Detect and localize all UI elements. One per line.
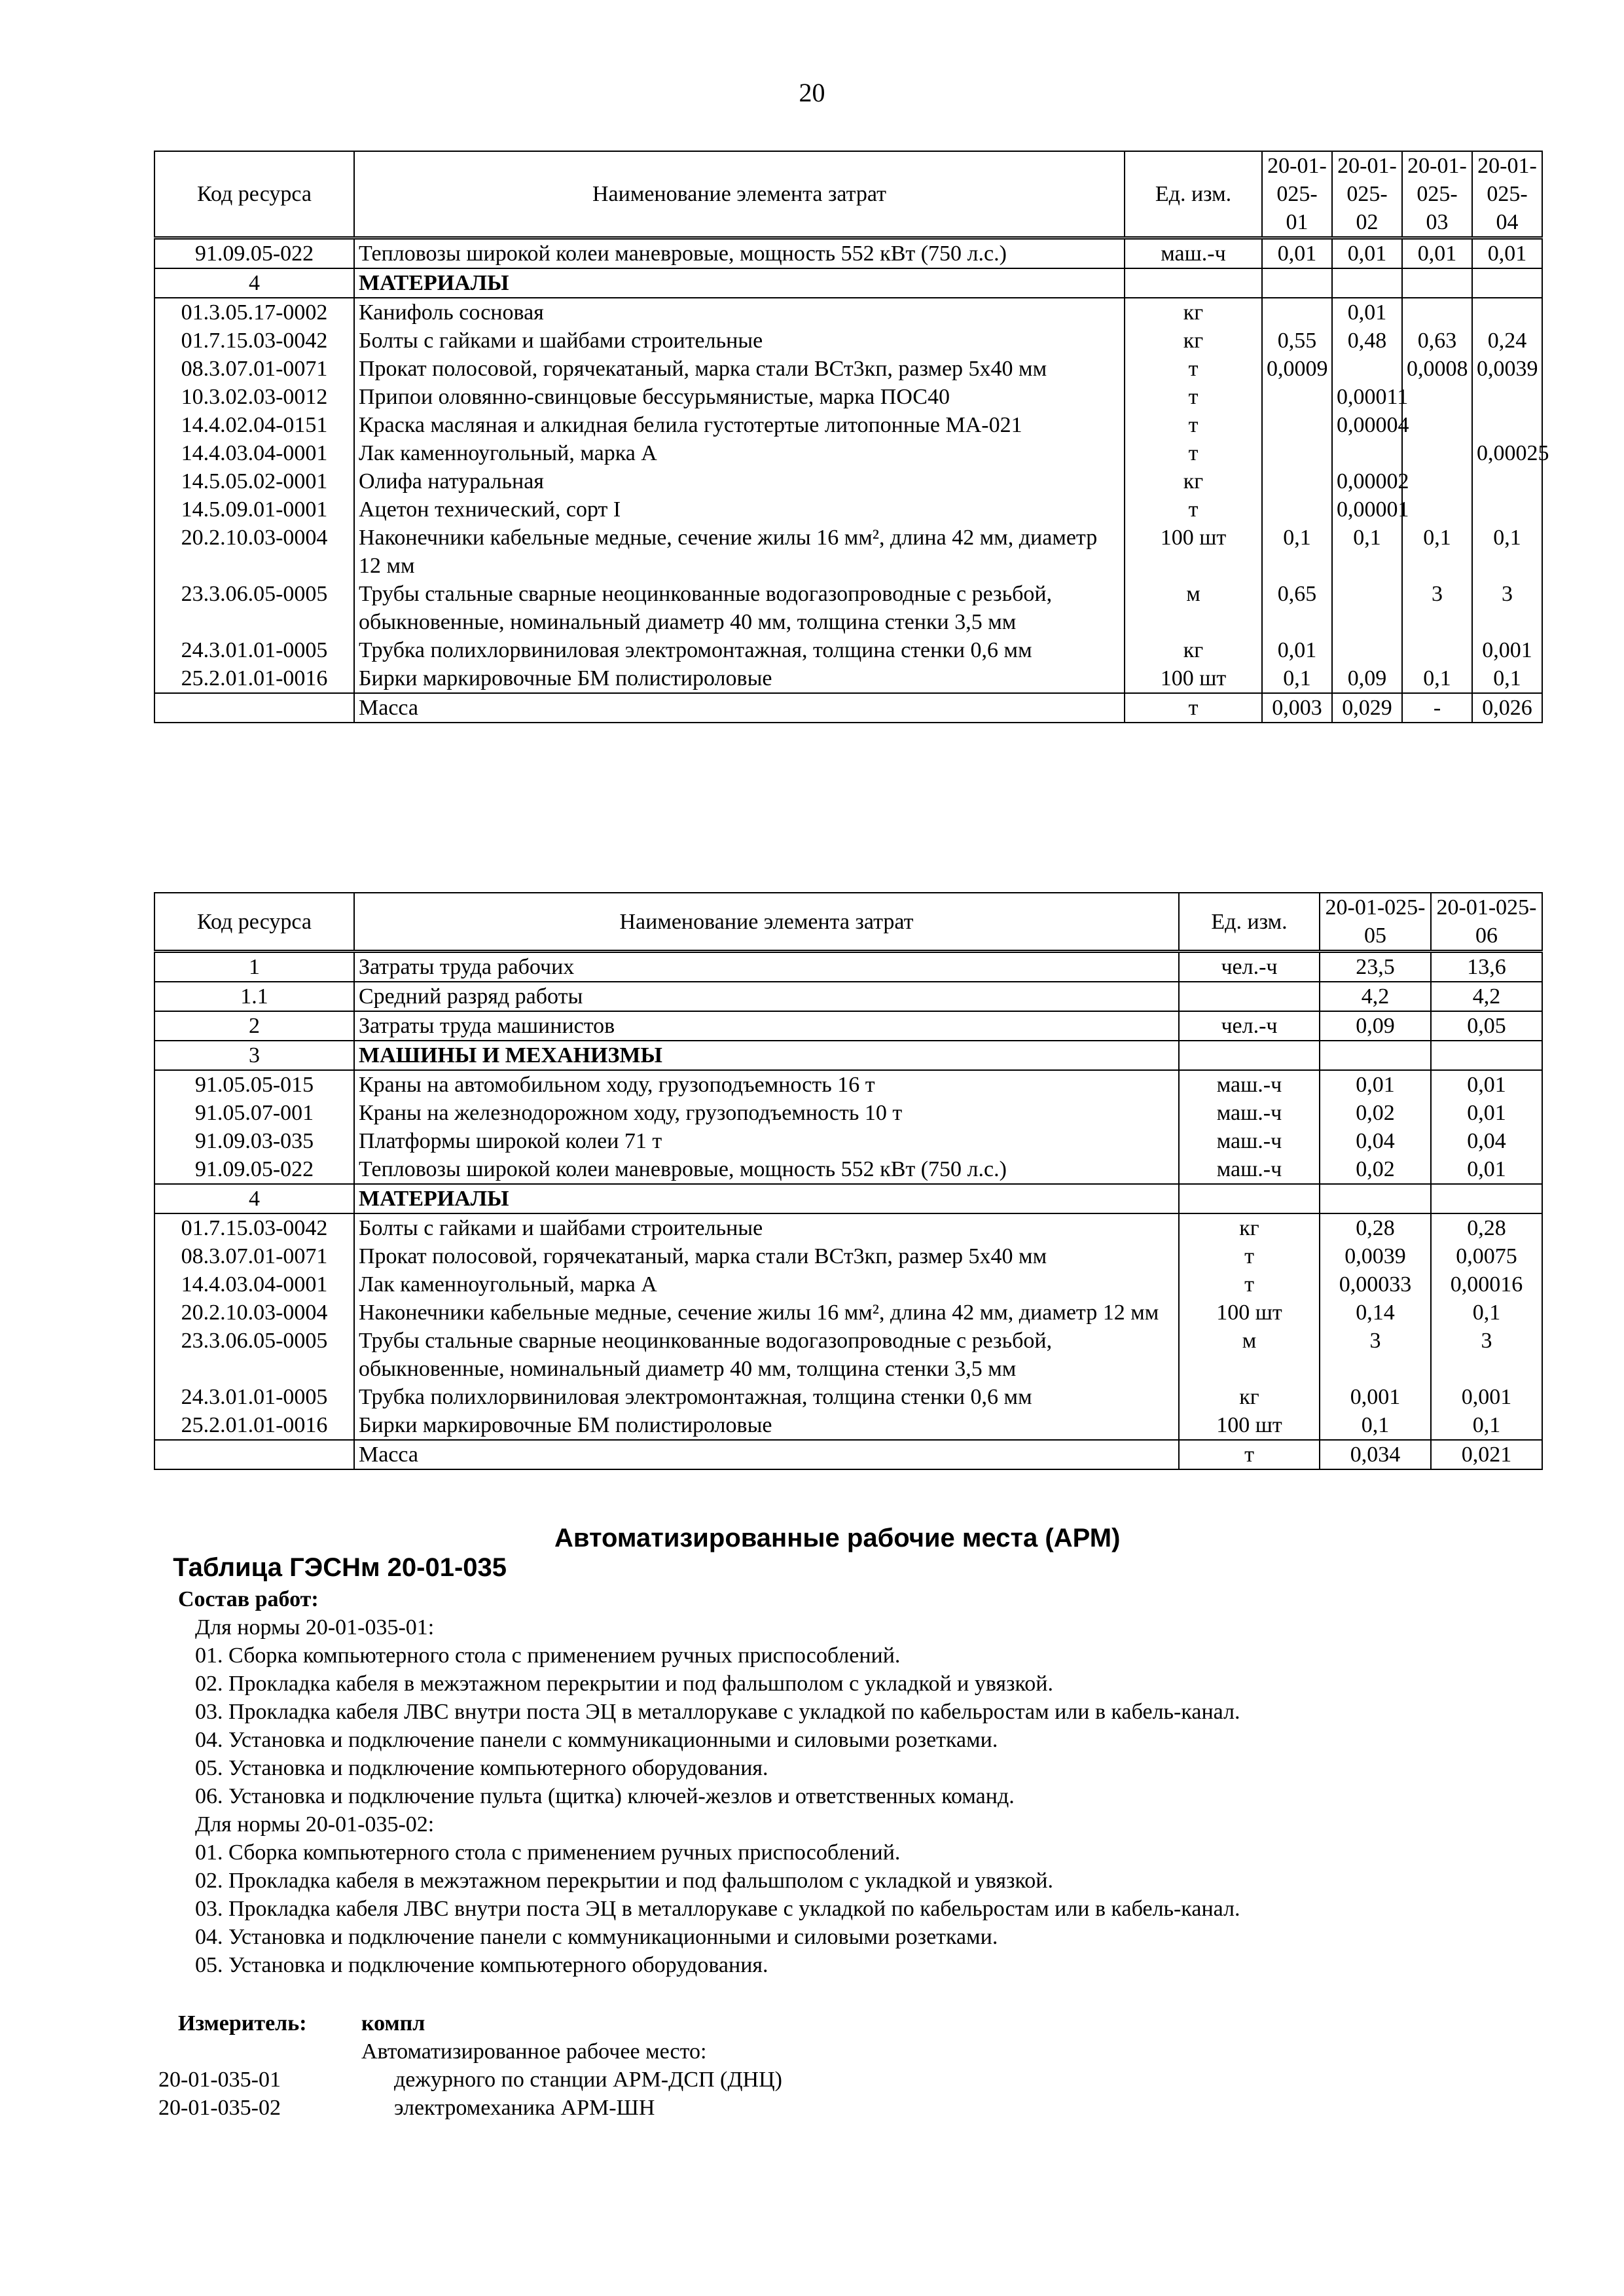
cell-name: Трубка полихлорвиниловая электромонтажная, толщина стенки 0,6 мм	[354, 1383, 1179, 1411]
cell-code: 20.2.10.03-0004	[154, 1299, 354, 1327]
cell-unit: т	[1125, 411, 1262, 439]
cell-value: 0,28	[1320, 1213, 1431, 1242]
cell-unit: кг	[1125, 636, 1262, 664]
cell-code: 01.3.05.17-0002	[154, 298, 354, 327]
table-row	[154, 664, 1542, 693]
cell-name: Припои оловянно-свинцовые бессурьмянистые, марка ПОС40	[354, 383, 1125, 411]
cell-name: МАШИНЫ И МЕХАНИЗМЫ	[354, 1041, 1179, 1070]
section-row	[154, 1041, 1542, 1070]
table-row	[154, 636, 1542, 664]
cell-value: 0,01	[1402, 238, 1472, 269]
cell-value	[1402, 411, 1472, 439]
cell-code: 91.09.05-022	[154, 1155, 354, 1184]
cell-unit	[1179, 982, 1320, 1011]
cell-value: 0,01	[1431, 1155, 1542, 1184]
cell-value: 0,00025	[1472, 439, 1542, 467]
cell-name: Бирки маркировочные БМ полистироловые	[354, 1411, 1179, 1440]
page-number: 20	[799, 78, 825, 107]
cell-value: 3	[1431, 1327, 1542, 1383]
cell-code: 91.05.07-001	[154, 1099, 354, 1127]
header-col: 20-01-025-02	[1332, 151, 1402, 238]
cell-unit	[1179, 1184, 1320, 1213]
cell-code: 14.4.02.04-0151	[154, 411, 354, 439]
cell-value	[1332, 355, 1402, 383]
cell-unit: маш.-ч	[1179, 1099, 1320, 1127]
cell-name: МАТЕРИАЛЫ	[354, 268, 1125, 298]
cell-code	[154, 693, 354, 723]
cell-value: 0,1	[1262, 524, 1332, 580]
cell-code: 14.4.03.04-0001	[154, 439, 354, 467]
cell-unit: 100 шт	[1179, 1299, 1320, 1327]
cell-value: 4,2	[1431, 982, 1542, 1011]
cell-code: 3	[154, 1041, 354, 1070]
cell-code: 08.3.07.01-0071	[154, 355, 354, 383]
cell-value: 0,65	[1262, 580, 1332, 636]
cell-unit: т	[1179, 1270, 1320, 1299]
cell-name: Канифоль сосновая	[354, 298, 1125, 327]
work-line: 01. Сборка компьютерного стола с применением ручных приспособлений.	[195, 1840, 901, 1865]
cell-code: 01.7.15.03-0042	[154, 1213, 354, 1242]
cell-value: 0,04	[1431, 1127, 1542, 1155]
measure-item-name: дежурного по станции АРМ-ДСП (ДНЦ)	[394, 2068, 782, 2092]
cell-value	[1262, 495, 1332, 524]
work-line: 04. Установка и подключение панели с коммуникационными и силовыми розетками.	[195, 1925, 998, 1949]
cell-name: Бирки маркировочные БМ полистироловые	[354, 664, 1125, 693]
cell-value	[1402, 383, 1472, 411]
cell-unit: т	[1125, 693, 1262, 723]
cell-value	[1320, 1041, 1431, 1070]
cell-name: Средний разряд работы	[354, 982, 1179, 1011]
cell-unit	[1179, 1041, 1320, 1070]
table-header	[154, 893, 1542, 952]
cell-value: 0,0009	[1262, 355, 1332, 383]
cell-name: Тепловозы широкой колеи маневровые, мощность 552 кВт (750 л.с.)	[354, 238, 1125, 269]
work-composition	[178, 1585, 1240, 1979]
cell-value	[1332, 580, 1402, 636]
header-code: Код ресурса	[154, 151, 354, 238]
work-line: 05. Установка и подключение компьютерного оборудования.	[195, 1756, 768, 1780]
cell-value: 0,00004	[1332, 411, 1402, 439]
cell-unit: 100 шт	[1179, 1411, 1320, 1440]
table-row	[154, 238, 1542, 269]
cell-name: Масса	[354, 1440, 1179, 1469]
cell-value	[1332, 636, 1402, 664]
header-code: Код ресурса	[154, 893, 354, 952]
work-line: Для нормы 20-01-035-01:	[195, 1615, 435, 1640]
cell-value	[1472, 495, 1542, 524]
cell-name: Платформы широкой колеи 71 т	[354, 1127, 1179, 1155]
cell-unit: кг	[1125, 298, 1262, 327]
cell-code: 24.3.01.01-0005	[154, 1383, 354, 1411]
cell-value: 0,0039	[1320, 1242, 1431, 1270]
table-row	[154, 495, 1542, 524]
cell-name: Болты с гайками и шайбами строительные	[354, 1213, 1179, 1242]
cell-value	[1402, 467, 1472, 495]
cell-name: Затраты труда машинистов	[354, 1011, 1179, 1041]
table-row	[154, 1127, 1542, 1155]
cell-value: 0,01	[1262, 238, 1332, 269]
measure-item-code: 20-01-035-01	[158, 2068, 281, 2092]
cell-unit: т	[1125, 439, 1262, 467]
cell-value	[1402, 298, 1472, 327]
cell-value: 0,1	[1472, 524, 1542, 580]
section-title-code: Таблица ГЭСНм 20-01-035	[173, 1553, 507, 1582]
cell-code: 24.3.01.01-0005	[154, 636, 354, 664]
measure-item-name: электромеханика АРМ-ШН	[394, 2096, 655, 2120]
table-row	[154, 411, 1542, 439]
cell-code: 10.3.02.03-0012	[154, 383, 354, 411]
cell-value: 3	[1320, 1327, 1431, 1383]
cell-unit: м	[1179, 1327, 1320, 1383]
table-row	[154, 1327, 1542, 1383]
cell-value: 0,1	[1262, 664, 1332, 693]
cell-name: Трубы стальные сварные неоцинкованные водогазопроводные с резьбой, обыкновенные, номинальный диаметр 40 мм, толщина стенки 3,5 мм	[354, 1327, 1179, 1383]
work-line: 06. Установка и подключение пульта (щитка) ключей-жезлов и ответственных команд.	[195, 1784, 1015, 1808]
cell-unit: т	[1125, 383, 1262, 411]
cell-value: 0,00011	[1332, 383, 1402, 411]
cell-value	[1402, 495, 1472, 524]
work-line: 03. Прокладка кабеля ЛВС внутри поста ЭЦ в металлорукаве с укладкой по кабельростам или в кабель-канал.	[195, 1897, 1240, 1921]
cell-value: 0,63	[1402, 327, 1472, 355]
cell-code: 23.3.06.05-0005	[154, 580, 354, 636]
table-row	[154, 1011, 1542, 1041]
cell-value	[1332, 268, 1402, 298]
mass-row	[154, 1440, 1542, 1469]
cell-code: 4	[154, 1184, 354, 1213]
cell-value	[1262, 383, 1332, 411]
table-row	[154, 1155, 1542, 1184]
cell-value: 0,1	[1472, 664, 1542, 693]
work-line: 03. Прокладка кабеля ЛВС внутри поста ЭЦ в металлорукаве с укладкой по кабельростам или в кабель-канал.	[195, 1700, 1240, 1724]
cell-unit: чел.-ч	[1179, 1011, 1320, 1041]
cell-value	[1262, 467, 1332, 495]
work-heading: Состав работ:	[178, 1587, 319, 1611]
cell-value: 0,1	[1431, 1299, 1542, 1327]
cell-value: 0,1	[1332, 524, 1402, 580]
cell-value: 0,0075	[1431, 1242, 1542, 1270]
cell-name: Болты с гайками и шайбами строительные	[354, 327, 1125, 355]
cell-name: Тепловозы широкой колеи маневровые, мощность 552 кВт (750 л.с.)	[354, 1155, 1179, 1184]
cell-value: 0,026	[1472, 693, 1542, 723]
work-line: 05. Установка и подключение компьютерного оборудования.	[195, 1953, 768, 1977]
cell-value	[1262, 439, 1332, 467]
cell-value: 0,001	[1431, 1383, 1542, 1411]
cell-value: 0,01	[1332, 298, 1402, 327]
cell-code: 20.2.10.03-0004	[154, 524, 354, 580]
cell-code: 23.3.06.05-0005	[154, 1327, 354, 1383]
cell-code: 14.4.03.04-0001	[154, 1270, 354, 1299]
cell-unit: 100 шт	[1125, 664, 1262, 693]
header-name: Наименование элемента затрат	[354, 893, 1179, 952]
cell-value	[1472, 411, 1542, 439]
cell-value: 0,09	[1332, 664, 1402, 693]
cell-code: 01.7.15.03-0042	[154, 327, 354, 355]
cell-unit: маш.-ч	[1179, 1070, 1320, 1099]
table-row	[154, 439, 1542, 467]
measure-description: Автоматизированное рабочее место:	[361, 2039, 707, 2064]
cell-name: Масса	[354, 693, 1125, 723]
cell-value: 0,02	[1320, 1099, 1431, 1127]
cell-name: Прокат полосовой, горячекатаный, марка стали ВСт3кп, размер 5х40 мм	[354, 1242, 1179, 1270]
header-col: 20-01-025-05	[1320, 893, 1431, 952]
cell-value: 0,0039	[1472, 355, 1542, 383]
cell-value	[1431, 1041, 1542, 1070]
cell-name: Наконечники кабельные медные, сечение жилы 16 мм², длина 42 мм, диаметр 12 мм	[354, 524, 1125, 580]
cell-unit: т	[1179, 1242, 1320, 1270]
cell-value	[1472, 298, 1542, 327]
cell-value: 0,1	[1402, 664, 1472, 693]
header-col: 20-01-025-06	[1431, 893, 1542, 952]
cell-value: 0,55	[1262, 327, 1332, 355]
cell-code: 2	[154, 1011, 354, 1041]
table-row	[154, 355, 1542, 383]
cell-value: 0,00002	[1332, 467, 1402, 495]
table-row	[154, 298, 1542, 327]
cell-value: 0,01	[1431, 1070, 1542, 1099]
cell-value	[1431, 1184, 1542, 1213]
table-row	[154, 982, 1542, 1011]
cell-value: 0,001	[1472, 636, 1542, 664]
cell-unit: т	[1125, 355, 1262, 383]
cell-value: 0,01	[1262, 636, 1332, 664]
cell-value: 0,09	[1320, 1011, 1431, 1041]
cell-value: 3	[1402, 580, 1472, 636]
cell-unit: кг	[1179, 1213, 1320, 1242]
cell-value	[1472, 268, 1542, 298]
cell-unit: кг	[1179, 1383, 1320, 1411]
section-row	[154, 1184, 1542, 1213]
table-row	[154, 524, 1542, 580]
cell-value: 0,14	[1320, 1299, 1431, 1327]
cell-code: 25.2.01.01-0016	[154, 1411, 354, 1440]
mass-row	[154, 693, 1542, 723]
cell-name: Лак каменноугольный, марка А	[354, 1270, 1179, 1299]
cell-value: 0,021	[1431, 1440, 1542, 1469]
cell-value: 0,01	[1472, 238, 1542, 269]
cell-code: 14.5.09.01-0001	[154, 495, 354, 524]
cell-value	[1472, 467, 1542, 495]
cell-value: 0,1	[1402, 524, 1472, 580]
cell-name: МАТЕРИАЛЫ	[354, 1184, 1179, 1213]
cell-name: Краны на железнодорожном ходу, грузоподъемность 10 т	[354, 1099, 1179, 1127]
cell-value	[1262, 411, 1332, 439]
cell-value	[1472, 383, 1542, 411]
cell-unit: т	[1179, 1440, 1320, 1469]
cell-name: Краны на автомобильном ходу, грузоподъемность 16 т	[354, 1070, 1179, 1099]
work-line: 02. Прокладка кабеля в межэтажном перекрытии и под фальшполом с укладкой и увязкой.	[195, 1869, 1053, 1893]
table-row	[154, 1411, 1542, 1440]
cell-value: 0,24	[1472, 327, 1542, 355]
cell-code: 08.3.07.01-0071	[154, 1242, 354, 1270]
section-row	[154, 268, 1542, 298]
cell-unit	[1125, 268, 1262, 298]
cell-value: 0,05	[1431, 1011, 1542, 1041]
cell-value: 0,034	[1320, 1440, 1431, 1469]
cell-code: 91.05.05-015	[154, 1070, 354, 1099]
measure-item-code: 20-01-035-02	[158, 2096, 281, 2120]
table-row	[154, 467, 1542, 495]
cell-value: 0,029	[1332, 693, 1402, 723]
table-row	[154, 383, 1542, 411]
cell-unit: маш.-ч	[1125, 238, 1262, 269]
header-name: Наименование элемента затрат	[354, 151, 1125, 238]
cell-unit: кг	[1125, 327, 1262, 355]
cell-unit: кг	[1125, 467, 1262, 495]
cell-value: 0,01	[1332, 238, 1402, 269]
cell-value: -	[1402, 693, 1472, 723]
cell-unit: маш.-ч	[1179, 1127, 1320, 1155]
table-row	[154, 1099, 1542, 1127]
cell-value: 0,00033	[1320, 1270, 1431, 1299]
cell-value: 0,28	[1431, 1213, 1542, 1242]
header-unit: Ед. изм.	[1125, 151, 1262, 238]
cell-name: Прокат полосовой, горячекатаный, марка стали ВСт3кп, размер 5х40 мм	[354, 355, 1125, 383]
table-header	[154, 151, 1542, 238]
cell-name: Трубка полихлорвиниловая электромонтажная, толщина стенки 0,6 мм	[354, 636, 1125, 664]
cell-value: 0,00016	[1431, 1270, 1542, 1299]
table-row	[154, 580, 1542, 636]
cell-value: 0,00001	[1332, 495, 1402, 524]
cell-value	[1332, 439, 1402, 467]
cell-value: 0,02	[1320, 1155, 1431, 1184]
cell-value	[1402, 268, 1472, 298]
cell-value: 13,6	[1431, 952, 1542, 982]
cell-code: 91.09.05-022	[154, 238, 354, 269]
header-col: 20-01-025-03	[1402, 151, 1472, 238]
measure-unit: компл	[361, 2011, 425, 2036]
table-row	[154, 1270, 1542, 1299]
header-col: 20-01-025-04	[1472, 151, 1542, 238]
resource-table-2	[154, 892, 1543, 1470]
work-line: 04. Установка и подключение панели с коммуникационными и силовыми розетками.	[195, 1728, 998, 1752]
work-line: Для нормы 20-01-035-02:	[195, 1812, 435, 1837]
cell-value: 0,01	[1431, 1099, 1542, 1127]
resource-table-1	[154, 151, 1549, 723]
cell-value: 0,1	[1431, 1411, 1542, 1440]
section-title-name: Автоматизированные рабочие места (АРМ)	[554, 1524, 1121, 1552]
cell-unit: 100 шт	[1125, 524, 1262, 580]
table-row	[154, 1213, 1542, 1242]
cell-name: Затраты труда рабочих	[354, 952, 1179, 982]
cell-name: Краска масляная и алкидная белила густотертые литопонные МА-021	[354, 411, 1125, 439]
cell-value: 3	[1472, 580, 1542, 636]
cell-code: 91.09.03-035	[154, 1127, 354, 1155]
cell-code: 25.2.01.01-0016	[154, 664, 354, 693]
table-row	[154, 1383, 1542, 1411]
table-row	[154, 952, 1542, 982]
cell-code: 4	[154, 268, 354, 298]
cell-value: 0,04	[1320, 1127, 1431, 1155]
table-row	[154, 1070, 1542, 1099]
cell-value: 0,1	[1320, 1411, 1431, 1440]
cell-name: Олифа натуральная	[354, 467, 1125, 495]
cell-value: 0,01	[1320, 1070, 1431, 1099]
cell-value	[1262, 298, 1332, 327]
work-line: 01. Сборка компьютерного стола с применением ручных приспособлений.	[195, 1643, 901, 1668]
table-row	[154, 1242, 1542, 1270]
cell-unit: маш.-ч	[1179, 1155, 1320, 1184]
cell-code: 14.5.05.02-0001	[154, 467, 354, 495]
cell-value: 0,001	[1320, 1383, 1431, 1411]
cell-code: 1.1	[154, 982, 354, 1011]
cell-code: 1	[154, 952, 354, 982]
cell-unit: чел.-ч	[1179, 952, 1320, 982]
cell-value: 0,003	[1262, 693, 1332, 723]
cell-name: Наконечники кабельные медные, сечение жилы 16 мм², длина 42 мм, диаметр 12 мм	[354, 1299, 1179, 1327]
cell-value: 4,2	[1320, 982, 1431, 1011]
cell-code	[154, 1440, 354, 1469]
cell-value	[1402, 439, 1472, 467]
cell-name: Ацетон технический, сорт I	[354, 495, 1125, 524]
header-col: 20-01-025-01	[1262, 151, 1332, 238]
table-row	[154, 327, 1542, 355]
work-line: 02. Прокладка кабеля в межэтажном перекрытии и под фальшполом с укладкой и увязкой.	[195, 1672, 1053, 1696]
cell-value	[1402, 636, 1472, 664]
cell-unit: м	[1125, 580, 1262, 636]
cell-name: Трубы стальные сварные неоцинкованные водогазопроводные с резьбой, обыкновенные, номинальный диаметр 40 мм, толщина стенки 3,5 мм	[354, 580, 1125, 636]
cell-value: 0,48	[1332, 327, 1402, 355]
cell-name: Лак каменноугольный, марка А	[354, 439, 1125, 467]
cell-value: 23,5	[1320, 952, 1431, 982]
cell-value	[1262, 268, 1332, 298]
header-unit: Ед. изм.	[1179, 893, 1320, 952]
table-row	[154, 1299, 1542, 1327]
cell-value: 0,0008	[1402, 355, 1472, 383]
cell-value	[1320, 1184, 1431, 1213]
cell-unit: т	[1125, 495, 1262, 524]
measure-label: Измеритель:	[178, 2011, 307, 2036]
